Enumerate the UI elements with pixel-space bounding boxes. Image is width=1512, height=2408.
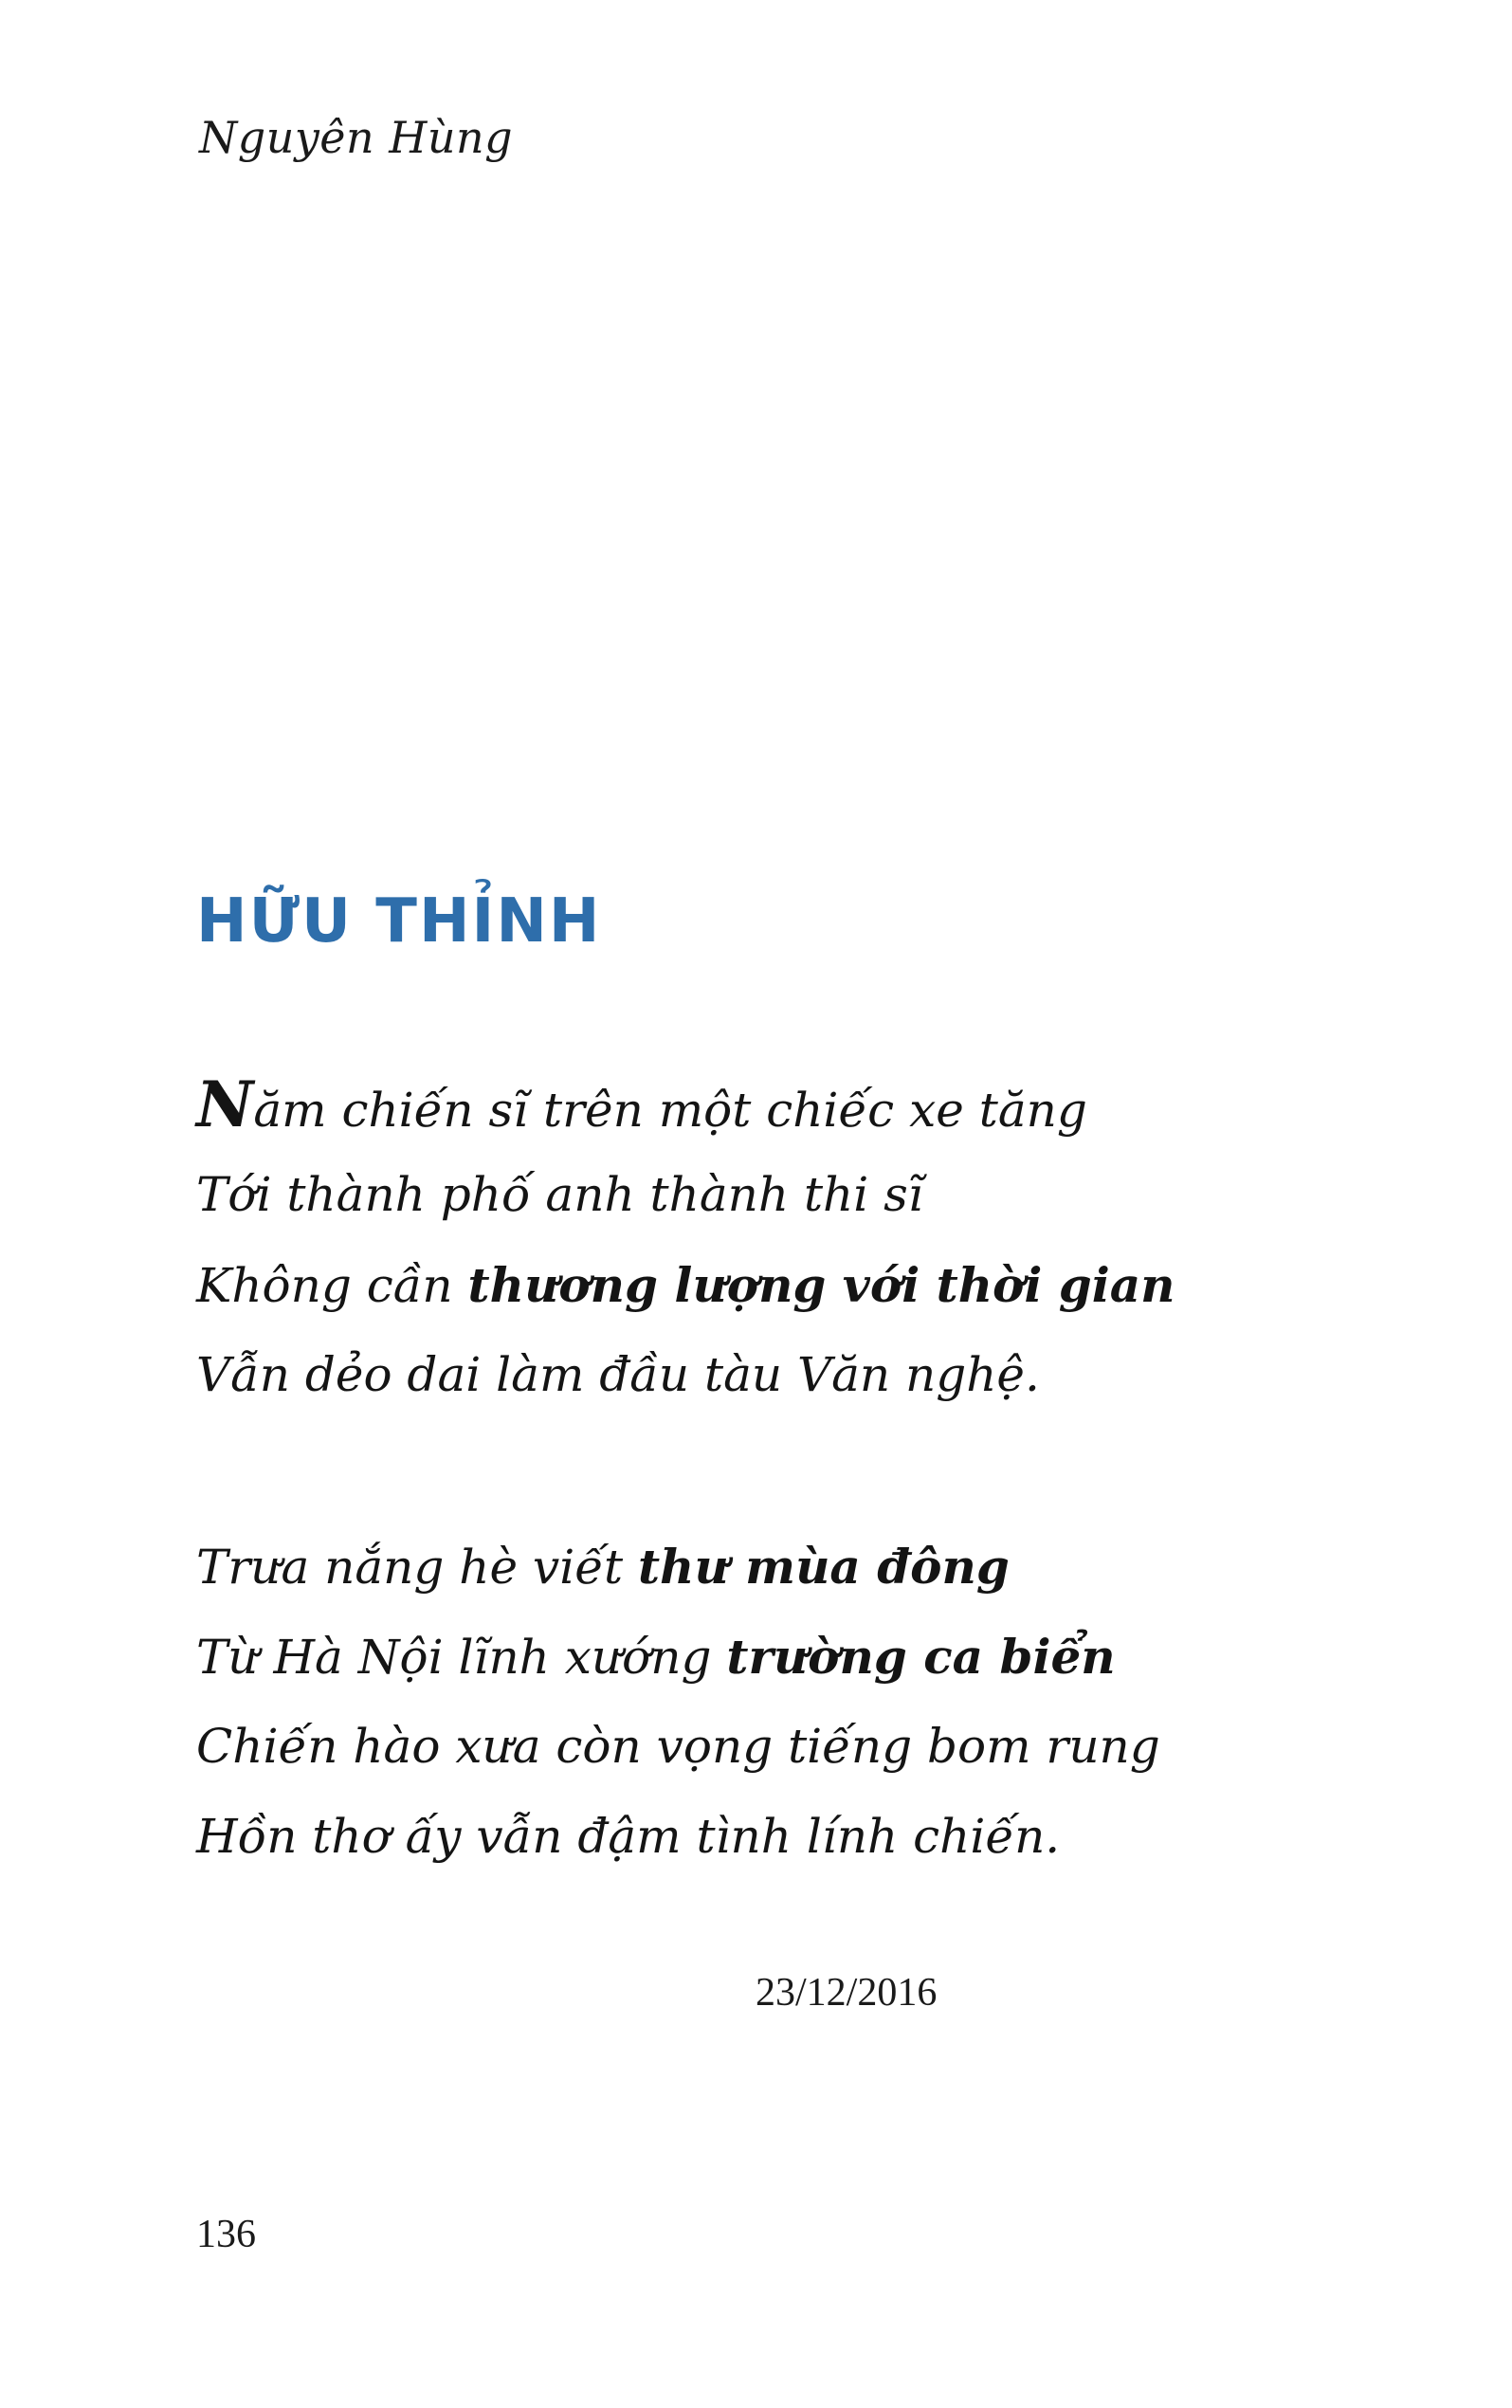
poem-date: 23/12/2016	[756, 1971, 938, 2015]
stanza-1	[196, 1060, 1175, 1420]
verse-line	[196, 1522, 1160, 1612]
verse-line: Tới thành phố anh thành thi sĩ	[196, 1167, 923, 1222]
running-header-author: Nguyên Hùng	[199, 112, 514, 163]
verse-text: Không cần	[196, 1258, 468, 1313]
stanza-2	[196, 1522, 1160, 1882]
verse-line	[196, 1060, 1175, 1150]
verse-emphasis: thư mùa đông	[637, 1539, 1010, 1595]
verse-emphasis: trường ca biển	[726, 1629, 1116, 1685]
poem-title: HỮU THỈNH	[196, 886, 602, 957]
verse-text: ăm chiến sĩ trên một chiếc xe tăng	[253, 1083, 1087, 1138]
verse-text: Từ Hà Nội lĩnh xướng	[196, 1630, 727, 1685]
drop-cap: N	[196, 1067, 254, 1141]
verse-line: Vẫn dẻo dai làm đầu tàu Văn nghệ.	[196, 1347, 1040, 1402]
verse-text: Trưa nắng hè viết	[196, 1540, 638, 1595]
page-number: 136	[196, 2213, 256, 2256]
verse-emphasis: thương lượng với thời gian	[467, 1257, 1175, 1313]
verse-line: Chiến hào xưa còn vọng tiếng bom rung	[196, 1719, 1160, 1774]
verse-line	[196, 1240, 1175, 1330]
verse-line	[196, 1612, 1160, 1702]
verse-line: Hồn thơ ấy vẫn đậm tình lính chiến.	[196, 1809, 1061, 1864]
